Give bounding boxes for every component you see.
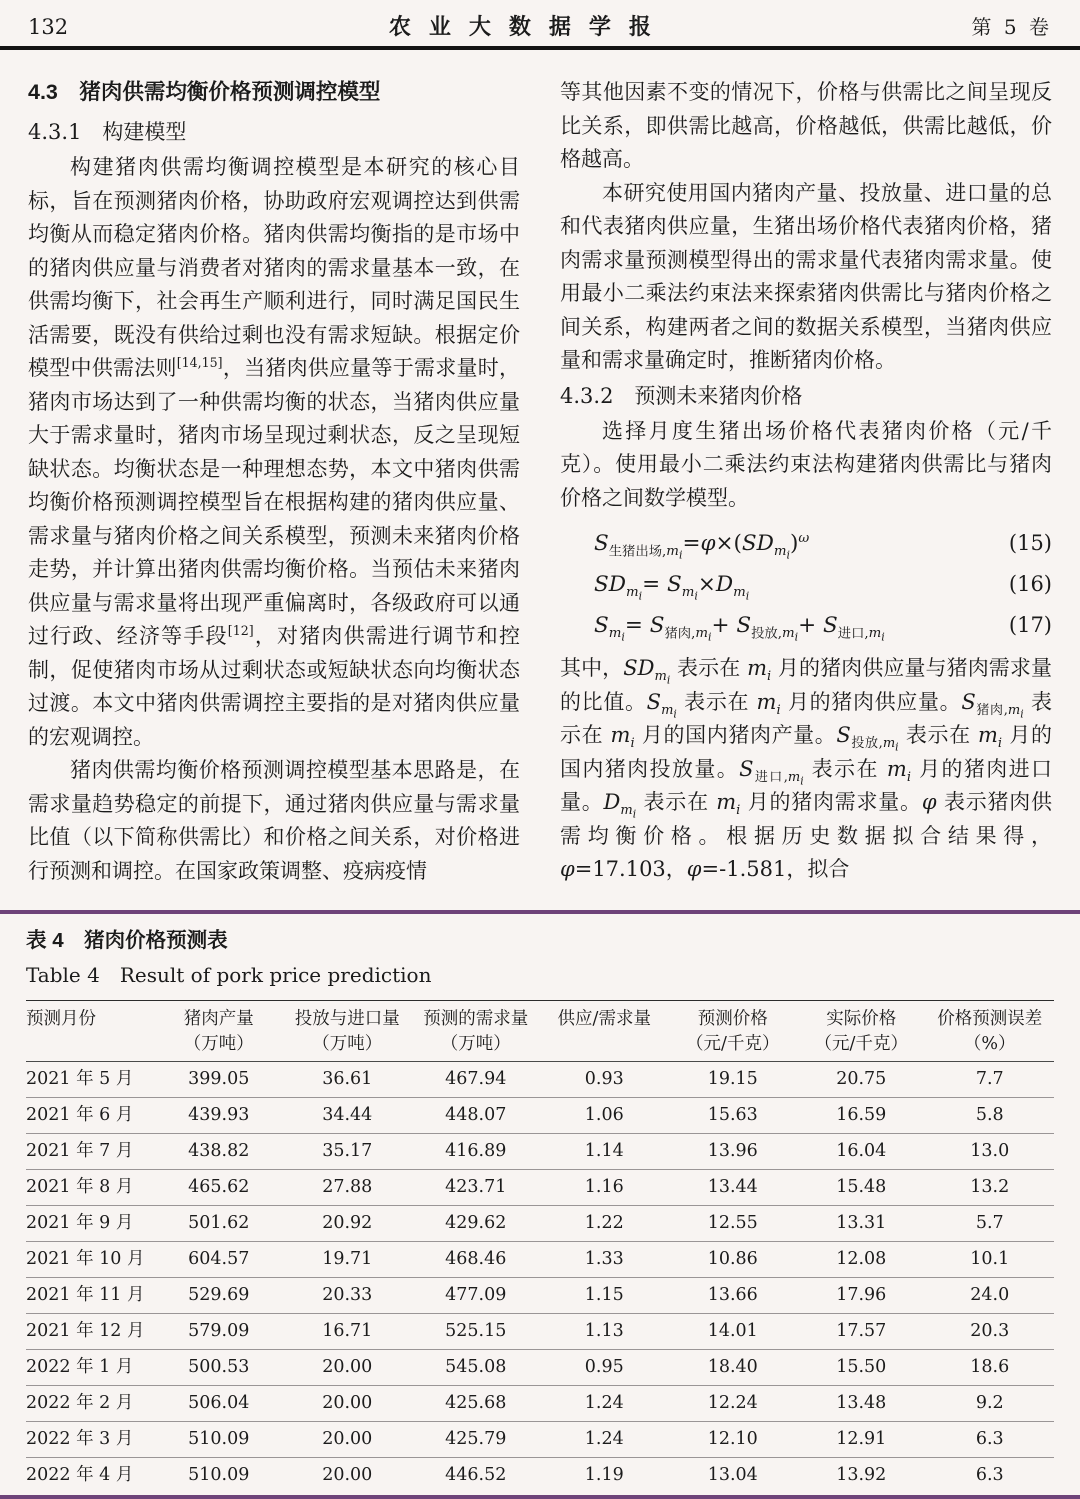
cell-value: 1.14 <box>540 1134 669 1170</box>
cell-value: 20.3 <box>926 1314 1055 1350</box>
formula-15-number: (15) <box>1008 531 1052 555</box>
table-header-unit-7: （%） <box>963 1034 1016 1054</box>
cell-month: 2021 年 7 月 <box>26 1134 155 1170</box>
table-caption-en: Table 4 Result of pork price prediction <box>26 963 432 987</box>
formula-15-body: $S_{生猪出场,m_i}=\varphi\times(SD_{m_i})^\omega$ <box>594 530 810 562</box>
table-bottom-rule <box>0 1495 1080 1499</box>
cell-value: 604.57 <box>155 1242 284 1278</box>
table-header-cell-2: 投放与进口量 （万吨） <box>283 1001 412 1062</box>
cell-month: 2021 年 10 月 <box>26 1242 155 1278</box>
cell-value: 10.1 <box>926 1242 1055 1278</box>
cell-value: 510.09 <box>188 1465 250 1485</box>
table-row <box>26 1422 1054 1458</box>
table-header-unit-5: （元/千克） <box>686 1034 780 1054</box>
table-row <box>26 1386 1054 1422</box>
cell-value: 7.7 <box>926 1062 1055 1098</box>
table-row <box>26 1170 1054 1206</box>
cell-value: 13.44 <box>669 1170 798 1206</box>
table-header-cell-7: 价格预测误差 （%） <box>926 1001 1055 1062</box>
page-header <box>0 0 1080 50</box>
cell-value: 36.61 <box>283 1062 412 1098</box>
cell-value: 20.75 <box>797 1062 926 1098</box>
cell-value: 1.19 <box>584 1465 624 1485</box>
table-header-cell-0: 预测月份 <box>26 1001 155 1062</box>
journal-title: 农业大数据学报 <box>388 14 669 40</box>
table-row <box>26 1278 1054 1314</box>
cell-month: 2022 年 2 月 <box>26 1386 155 1422</box>
cell-value: 20.00 <box>283 1422 412 1458</box>
table-header-unit-2: （万吨） <box>312 1034 383 1054</box>
formula-16-body: $SD_{m_i}= S_{m_i}\times D_{m_i}$ <box>594 572 750 603</box>
cell-month: 2021 年 9 月 <box>26 1206 155 1242</box>
table-header-cell-6: 实际价格 （元/千克） <box>797 1001 926 1062</box>
cell-value: 35.17 <box>283 1134 412 1170</box>
cell-value: 16.59 <box>797 1098 926 1134</box>
cell-value: 13.66 <box>669 1278 798 1314</box>
cell-value: 446.52 <box>445 1465 507 1485</box>
cell-value: 6.3 <box>926 1422 1055 1458</box>
cell-value: 15.50 <box>797 1350 926 1386</box>
cell-value: 468.46 <box>412 1242 541 1278</box>
cell-value: 20.00 <box>283 1350 412 1386</box>
column-right <box>560 76 1052 910</box>
cell-value: 500.53 <box>155 1350 284 1386</box>
paragraph-symbol-definitions: 其中，$SD_{m_i}$ 表示在 $m_i$ 月的猪肉供应量与猪肉需求量的比值。$S_{m_i}$ 表示在 $m_i$ 月的猪肉供应量。$S_{猪肉,m_i}$ 表示在 $m_i$ 月的国内猪肉产量。$S_{投放,m_i}$ 表示在 $m_i$ 月的国内猪肉投放量。$S_{进口,m_i}$ 表示在 $m_i$ 月的猪肉进口量。$D_{m_i}$ 表示在 $m_i$ 月的猪肉需求量。φ 表示猪肉供需均衡价格。根据历史数据拟合结果得，φ=17.103，φ=-1.581，拟合 <box>560 656 1053 881</box>
cell-value: 429.62 <box>412 1206 541 1242</box>
cell-value: 16.04 <box>797 1134 926 1170</box>
cell-month: 2021 年 12 月 <box>26 1314 155 1350</box>
cell-value: 17.57 <box>797 1314 926 1350</box>
cell-value: 12.55 <box>669 1206 798 1242</box>
cell-month: 2021 年 6 月 <box>26 1098 155 1134</box>
table-row <box>26 1206 1054 1242</box>
table-header-cell-4: 供应/需求量 <box>540 1001 669 1062</box>
cell-value: 465.62 <box>155 1170 284 1206</box>
cell-value: 18.6 <box>926 1350 1055 1386</box>
cell-month: 2021 年 8 月 <box>26 1170 155 1206</box>
cell-value: 12.24 <box>669 1386 798 1422</box>
table-row <box>26 1242 1054 1278</box>
formula-16-number: (16) <box>1008 572 1052 596</box>
article-body <box>0 50 1080 910</box>
cell-value: 510.09 <box>155 1422 284 1458</box>
cell-value: 525.15 <box>412 1314 541 1350</box>
volume-label: 第 5 卷 <box>971 15 1052 39</box>
table-header-cell-3: 预测的需求量 （万吨） <box>412 1001 541 1062</box>
table-header-unit-6: （元/千克） <box>814 1034 908 1054</box>
table-row <box>26 1350 1054 1386</box>
cell-month: 2021 年 11 月 <box>26 1278 155 1314</box>
cell-value: 20.00 <box>322 1465 373 1485</box>
cell-value: 5.7 <box>926 1206 1055 1242</box>
table-row <box>26 1314 1054 1350</box>
formula-block <box>560 523 1052 646</box>
table-captions <box>0 914 1080 992</box>
column-left <box>28 76 520 910</box>
cell-value: 1.33 <box>540 1242 669 1278</box>
formula-17-number: (17) <box>1008 613 1052 637</box>
cell-value: 501.62 <box>155 1206 284 1242</box>
cell-value: 425.68 <box>412 1386 541 1422</box>
formula-15 <box>560 523 1052 564</box>
cell-value: 12.91 <box>797 1422 926 1458</box>
paragraph-model-build: 构建猪肉供需均衡调控模型是本研究的核心目标，旨在预测猪肉价格，协助政府宏观调控达到供需均衡从而稳定猪肉价格。猪肉供需均衡指的是市场中的猪肉供应量与消费者对猪肉的需求量基本一致，在供需均衡下，社会再生产顺利进行，同时满足国民生活需要，既没有供给过剩也没有需求短缺。根据定价模型中供需法则[14,15]，当猪肉供应量等于需求量时，猪肉市场达到了一种供需均衡的状态，当猪肉供应量大于需求量时，猪肉市场呈现过剩状态，反之呈现短缺状态。均衡状态是一种理想态势，本文中猪肉供需均衡价格预测调控模型旨在根据构建的猪肉供应量、需求量与猪肉价格之间关系模型，预测未来猪肉价格走势，并计算出猪肉供需均衡价格。当预估未来猪肉供应量与需求量将出现严重偏离时，各级政府可以通过行政、经济等手段[12]，对猪肉供需进行调节和控制，促使猪肉市场从过剩状态或短缺状态向均衡状态过渡。本文中猪肉供需调控主要指的是对猪肉供应量的宏观调控。 <box>28 155 521 749</box>
cell-value: 14.01 <box>669 1314 798 1350</box>
cell-value: 5.8 <box>926 1098 1055 1134</box>
cell-value: 19.15 <box>669 1062 798 1098</box>
cell-value: 448.07 <box>412 1098 541 1134</box>
table-row <box>26 1134 1054 1170</box>
cell-value: 9.2 <box>926 1386 1055 1422</box>
cell-value: 13.96 <box>669 1134 798 1170</box>
cell-value: 438.82 <box>155 1134 284 1170</box>
cell-value: 1.22 <box>540 1206 669 1242</box>
cell-value: 34.44 <box>283 1098 412 1134</box>
cell-value: 13.04 <box>707 1465 758 1485</box>
cell-month: 2022 年 4 月 <box>26 1465 134 1485</box>
paragraph-price-model: 选择月度生猪出场价格代表猪肉价格（元/千克）。使用最小二乘法约束法构建猪肉供需比与猪肉价格之间数学模型。 <box>560 418 1052 510</box>
cell-value: 439.93 <box>155 1098 284 1134</box>
cell-value: 13.0 <box>926 1134 1055 1170</box>
cell-value: 416.89 <box>412 1134 541 1170</box>
table-row <box>26 1098 1054 1134</box>
formula-16 <box>560 564 1052 605</box>
page-number: 132 <box>28 15 69 39</box>
cell-value: 13.92 <box>836 1465 887 1485</box>
cell-month: 2022 年 1 月 <box>26 1350 155 1386</box>
section-heading-4-3: 4.3 猪肉供需均衡价格预测调控模型 <box>28 80 381 104</box>
formula-17-body: $S_{m_i}= S_{猪肉,m_i}+ S_{投放,m_i}+ S_{进口,m_i}$ <box>594 613 885 644</box>
cell-value: 19.71 <box>283 1242 412 1278</box>
paragraph-inverse-relation: 等其他因素不变的情况下，价格与供需比之间呈现反比关系，即供需比越高，价格越低，供需比越低，价格越高。 <box>560 80 1052 171</box>
cell-value: 1.24 <box>540 1386 669 1422</box>
table-header-cell-5: 预测价格 （元/千克） <box>669 1001 798 1062</box>
table-head <box>26 1001 1054 1062</box>
cell-value: 10.86 <box>669 1242 798 1278</box>
pork-price-prediction-table <box>26 1000 1054 1493</box>
cell-value: 20.92 <box>283 1206 412 1242</box>
cell-value: 399.05 <box>155 1062 284 1098</box>
cell-value: 13.31 <box>797 1206 926 1242</box>
paragraph-model-idea: 猪肉供需均衡价格预测调控模型基本思路是，在需求量趋势稳定的前提下，通过猪肉供应量与需求量比值（以下简称供需比）和价格之间关系，对价格进行预测和调控。在国家政策调整、疫病疫情 <box>28 758 520 883</box>
cell-value: 477.09 <box>412 1278 541 1314</box>
cell-value: 18.40 <box>669 1350 798 1386</box>
cell-value: 16.71 <box>283 1314 412 1350</box>
cell-value: 15.63 <box>669 1098 798 1134</box>
table-header-cell-1: 猪肉产量 （万吨） <box>155 1001 284 1062</box>
table-row <box>26 1458 1054 1494</box>
cell-value: 1.24 <box>540 1422 669 1458</box>
cell-value: 6.3 <box>975 1465 1004 1485</box>
table-caption-zh: 表 4 猪肉价格预测表 <box>26 929 228 952</box>
cell-month: 2021 年 5 月 <box>26 1062 155 1098</box>
cell-value: 13.2 <box>926 1170 1055 1206</box>
cell-value: 24.0 <box>926 1278 1055 1314</box>
cell-value: 1.13 <box>540 1314 669 1350</box>
cell-value: 17.96 <box>797 1278 926 1314</box>
cell-month: 2022 年 3 月 <box>26 1422 155 1458</box>
cell-value: 0.95 <box>540 1350 669 1386</box>
cell-value: 15.48 <box>797 1170 926 1206</box>
cell-value: 13.48 <box>797 1386 926 1422</box>
cell-value: 1.06 <box>540 1098 669 1134</box>
table-header-unit-4 <box>540 1032 669 1056</box>
paragraph-data-sources: 本研究使用国内猪肉产量、投放量、进口量的总和代表猪肉供应量，生猪出场价格代表猪肉价格，猪肉需求量预测模型得出的需求量代表猪肉需求量。使用最小二乘法约束法来探索猪肉供需比与猪肉价格之间关系，构建两者之间的数据关系模型，当猪肉供应量和需求量确定时，推断猪肉价格。 <box>560 180 1052 372</box>
cell-value: 20.33 <box>283 1278 412 1314</box>
cell-value: 425.79 <box>412 1422 541 1458</box>
cell-value: 12.10 <box>669 1422 798 1458</box>
section-heading-4-3-1: 4.3.1 构建模型 <box>28 120 187 144</box>
cell-value: 529.69 <box>155 1278 284 1314</box>
cell-value: 27.88 <box>283 1170 412 1206</box>
cell-value: 20.00 <box>283 1386 412 1422</box>
cell-value: 545.08 <box>412 1350 541 1386</box>
table-header-row <box>26 1001 1054 1062</box>
cell-value: 0.93 <box>540 1062 669 1098</box>
cell-value: 1.15 <box>540 1278 669 1314</box>
table-header-unit-0 <box>26 1032 155 1056</box>
cell-value: 12.08 <box>797 1242 926 1278</box>
cell-value: 506.04 <box>155 1386 284 1422</box>
section-heading-4-3-2: 4.3.2 预测未来猪肉价格 <box>560 383 803 408</box>
cell-value: 467.94 <box>412 1062 541 1098</box>
table-header-unit-3: （万吨） <box>440 1034 511 1054</box>
cell-value: 423.71 <box>412 1170 541 1206</box>
cell-value: 579.09 <box>155 1314 284 1350</box>
cell-value: 1.16 <box>540 1170 669 1206</box>
formula-17 <box>560 605 1052 646</box>
table-header-unit-1: （万吨） <box>183 1034 254 1054</box>
table-body <box>26 1062 1054 1494</box>
table-row <box>26 1062 1054 1098</box>
